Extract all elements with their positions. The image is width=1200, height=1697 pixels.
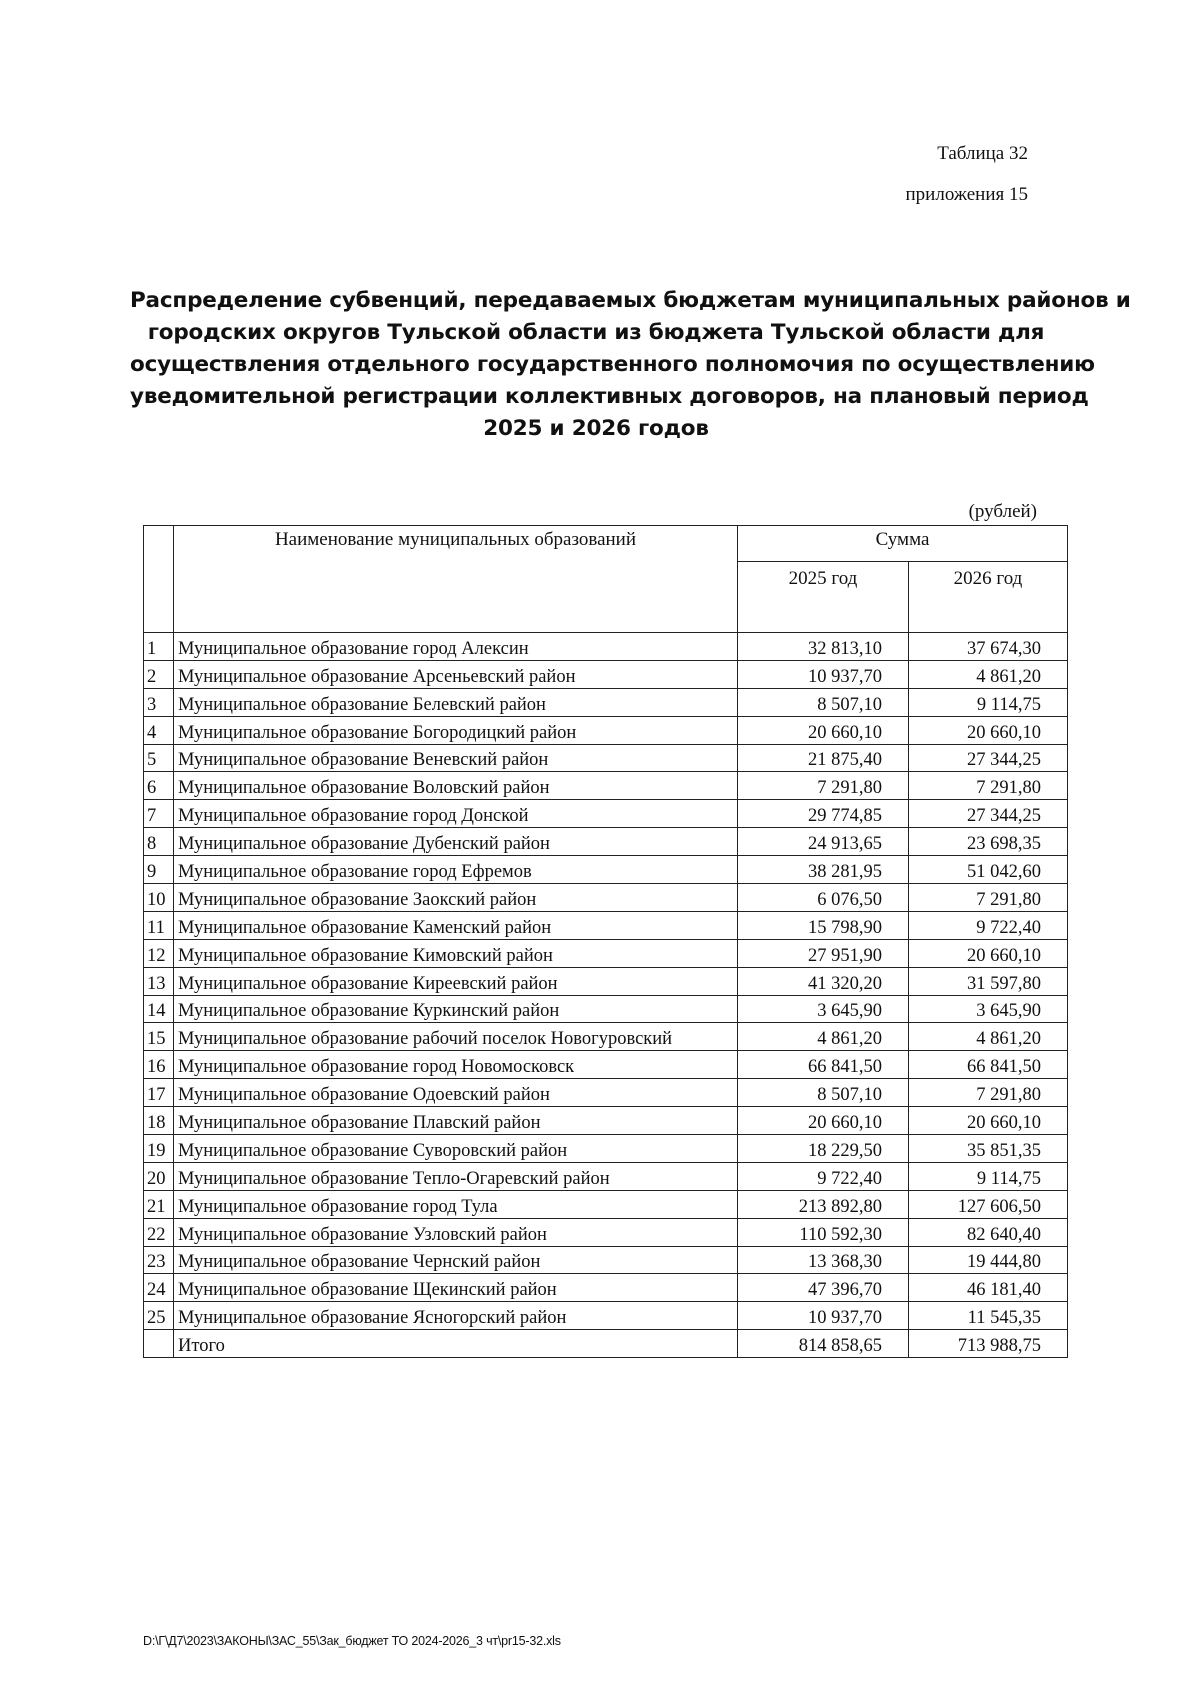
municipality-name-cell: Муниципальное образование Кимовский район xyxy=(174,939,738,967)
row-index-cell: 16 xyxy=(144,1051,174,1079)
amount-2025-cell: 6 076,50 xyxy=(738,884,909,912)
table-header-row xyxy=(144,526,1068,562)
municipality-name-cell: Муниципальное образование город Тула xyxy=(174,1190,738,1218)
row-index-cell: 11 xyxy=(144,911,174,939)
municipality-name-cell: Муниципальное образование Суворовский район xyxy=(174,1135,738,1163)
municipality-name-cell: Муниципальное образование Воловский район xyxy=(174,772,738,800)
row-index-cell: 5 xyxy=(144,744,174,772)
amount-2026-cell: 66 841,50 xyxy=(909,1051,1068,1079)
municipality-name-cell: Муниципальное образование Щекинский район xyxy=(174,1274,738,1302)
municipality-name-cell: Муниципальное образование Каменский район xyxy=(174,911,738,939)
municipality-name-cell: Муниципальное образование Богородицкий район xyxy=(174,716,738,744)
row-index-cell: 2 xyxy=(144,660,174,688)
amount-2026-cell: 31 597,80 xyxy=(909,967,1068,995)
table-row xyxy=(144,1190,1068,1218)
amount-2026-cell: 35 851,35 xyxy=(909,1135,1068,1163)
title-line: 2025 и 2026 годов xyxy=(483,416,709,441)
index-header-cell xyxy=(144,526,174,633)
amount-2025-cell: 110 592,30 xyxy=(738,1218,909,1246)
municipality-name-cell: Муниципальное образование Куркинский район xyxy=(174,995,738,1023)
amount-2026-cell: 46 181,40 xyxy=(909,1274,1068,1302)
amount-2025-cell: 66 841,50 xyxy=(738,1051,909,1079)
amount-2026-cell: 9 114,75 xyxy=(909,688,1068,716)
row-index-cell: 18 xyxy=(144,1107,174,1135)
units-label: (рублей) xyxy=(968,501,1037,522)
table-number-label: Таблица 32 xyxy=(937,143,1028,164)
table-row xyxy=(144,967,1068,995)
amount-2026-cell: 127 606,50 xyxy=(909,1190,1068,1218)
table-row xyxy=(144,828,1068,856)
table-row xyxy=(144,1107,1068,1135)
row-index-cell: 21 xyxy=(144,1190,174,1218)
amount-2025-cell: 24 913,65 xyxy=(738,828,909,856)
amount-2026-cell: 3 645,90 xyxy=(909,995,1068,1023)
amount-2025-cell: 32 813,10 xyxy=(738,633,909,661)
amount-2025-cell: 7 291,80 xyxy=(738,772,909,800)
municipality-name-cell: Муниципальное образование Плавский район xyxy=(174,1107,738,1135)
table-row xyxy=(144,995,1068,1023)
table-row xyxy=(144,716,1068,744)
title-line: городских округов Тульской области из бюджета Тульской области для xyxy=(147,320,1045,345)
amount-2025-cell: 38 281,95 xyxy=(738,856,909,884)
municipality-name-cell: Муниципальное образование город Новомосковск xyxy=(174,1051,738,1079)
municipality-name-cell: Муниципальное образование Арсеньевский район xyxy=(174,660,738,688)
amount-2026-cell: 20 660,10 xyxy=(909,939,1068,967)
year-2025-header-cell: 2025 год xyxy=(738,562,909,633)
year-2026-header-cell: 2026 год xyxy=(909,562,1068,633)
row-index-cell: 13 xyxy=(144,967,174,995)
appendix-label: приложения 15 xyxy=(905,184,1028,205)
amount-2026-cell: 27 344,25 xyxy=(909,800,1068,828)
table-row xyxy=(144,660,1068,688)
municipality-name-cell: Муниципальное образование Заокский район xyxy=(174,884,738,912)
amount-2025-cell: 3 645,90 xyxy=(738,995,909,1023)
amount-2025-cell: 15 798,90 xyxy=(738,911,909,939)
amount-2025-cell: 18 229,50 xyxy=(738,1135,909,1163)
amount-2026-cell: 51 042,60 xyxy=(909,856,1068,884)
table-row xyxy=(144,633,1068,661)
table-row xyxy=(144,1246,1068,1274)
table-row xyxy=(144,1079,1068,1107)
title-line: осуществления отдельного государственного полномочия по осуществлению xyxy=(130,352,1095,377)
total-label-cell: Итого xyxy=(174,1330,738,1358)
amount-2025-cell: 47 396,70 xyxy=(738,1274,909,1302)
amount-2026-cell: 20 660,10 xyxy=(909,1107,1068,1135)
name-header-cell: Наименование муниципальных образований xyxy=(174,526,738,633)
file-path-footer: D:\Г\Д7\2023\ЗАКОНЫ\ЗАС_55\Зак_бюджет ТО 2024-2026_3 чт\pr15-32.xls xyxy=(143,1634,561,1648)
row-index-cell: 4 xyxy=(144,716,174,744)
amount-2026-cell: 9 114,75 xyxy=(909,1162,1068,1190)
table-row xyxy=(144,688,1068,716)
amount-2026-cell: 27 344,25 xyxy=(909,744,1068,772)
row-index-cell: 9 xyxy=(144,856,174,884)
municipality-name-cell: Муниципальное образование Веневский район xyxy=(174,744,738,772)
amount-2025-cell: 9 722,40 xyxy=(738,1162,909,1190)
amount-2025-cell: 10 937,70 xyxy=(738,1302,909,1330)
municipality-name-cell: Муниципальное образование Одоевский район xyxy=(174,1079,738,1107)
municipality-name-cell: Муниципальное образование город Донской xyxy=(174,800,738,828)
title-line: Распределение субвенций, передаваемых бюджетам муниципальных районов и xyxy=(130,288,1131,313)
row-index-cell: 6 xyxy=(144,772,174,800)
amount-2026-cell: 7 291,80 xyxy=(909,772,1068,800)
amount-2026-cell: 4 861,20 xyxy=(909,1023,1068,1051)
total-row xyxy=(144,1330,1068,1358)
amount-2025-cell: 10 937,70 xyxy=(738,660,909,688)
table-row xyxy=(144,1302,1068,1330)
amount-2025-cell: 4 861,20 xyxy=(738,1023,909,1051)
municipality-name-cell: Муниципальное образование Узловский район xyxy=(174,1218,738,1246)
row-index-cell: 19 xyxy=(144,1135,174,1163)
amount-2026-cell: 11 545,35 xyxy=(909,1302,1068,1330)
row-index-cell: 22 xyxy=(144,1218,174,1246)
document-title xyxy=(130,285,1131,445)
table-row xyxy=(144,1162,1068,1190)
municipality-name-cell: Муниципальное образование город Алексин xyxy=(174,633,738,661)
municipality-name-cell: Муниципальное образование Чернский район xyxy=(174,1246,738,1274)
amount-2026-cell: 7 291,80 xyxy=(909,1079,1068,1107)
amount-2026-cell: 37 674,30 xyxy=(909,633,1068,661)
total-2026-cell: 713 988,75 xyxy=(909,1330,1068,1358)
row-index-cell: 23 xyxy=(144,1246,174,1274)
amount-2026-cell: 4 861,20 xyxy=(909,660,1068,688)
table-row xyxy=(144,1274,1068,1302)
table-row xyxy=(144,1051,1068,1079)
table-row xyxy=(144,1023,1068,1051)
amount-2025-cell: 213 892,80 xyxy=(738,1190,909,1218)
row-index-cell: 7 xyxy=(144,800,174,828)
total-2025-cell: 814 858,65 xyxy=(738,1330,909,1358)
row-index-cell: 1 xyxy=(144,633,174,661)
amount-2025-cell: 8 507,10 xyxy=(738,1079,909,1107)
municipality-name-cell: Муниципальное образование рабочий поселок Новогуровский xyxy=(174,1023,738,1051)
amount-2025-cell: 13 368,30 xyxy=(738,1246,909,1274)
amount-2026-cell: 9 722,40 xyxy=(909,911,1068,939)
amount-2026-cell: 82 640,40 xyxy=(909,1218,1068,1246)
row-index-cell: 24 xyxy=(144,1274,174,1302)
municipality-name-cell: Муниципальное образование Киреевский район xyxy=(174,967,738,995)
table-row xyxy=(144,1218,1068,1246)
total-index-cell xyxy=(144,1330,174,1358)
table-row xyxy=(144,772,1068,800)
amount-2025-cell: 20 660,10 xyxy=(738,716,909,744)
amount-2025-cell: 29 774,85 xyxy=(738,800,909,828)
row-index-cell: 10 xyxy=(144,884,174,912)
table-row xyxy=(144,884,1068,912)
row-index-cell: 25 xyxy=(144,1302,174,1330)
municipality-name-cell: Муниципальное образование город Ефремов xyxy=(174,856,738,884)
municipality-name-cell: Муниципальное образование Белевский район xyxy=(174,688,738,716)
amount-2026-cell: 19 444,80 xyxy=(909,1246,1068,1274)
row-index-cell: 3 xyxy=(144,688,174,716)
amount-2025-cell: 8 507,10 xyxy=(738,688,909,716)
table-row xyxy=(144,1135,1068,1163)
municipality-name-cell: Муниципальное образование Дубенский район xyxy=(174,828,738,856)
subvention-table xyxy=(143,525,1068,1358)
table-row xyxy=(144,744,1068,772)
table-row xyxy=(144,856,1068,884)
table-row xyxy=(144,939,1068,967)
municipality-name-cell: Муниципальное образование Тепло-Огаревский район xyxy=(174,1162,738,1190)
table-row xyxy=(144,911,1068,939)
row-index-cell: 8 xyxy=(144,828,174,856)
amount-2025-cell: 20 660,10 xyxy=(738,1107,909,1135)
row-index-cell: 14 xyxy=(144,995,174,1023)
row-index-cell: 15 xyxy=(144,1023,174,1051)
row-index-cell: 20 xyxy=(144,1162,174,1190)
title-line: уведомительной регистрации коллективных договоров, на плановый период xyxy=(130,384,1089,409)
amount-2025-cell: 27 951,90 xyxy=(738,939,909,967)
row-index-cell: 12 xyxy=(144,939,174,967)
table-row xyxy=(144,800,1068,828)
sum-header-cell: Сумма xyxy=(738,526,1068,562)
row-index-cell: 17 xyxy=(144,1079,174,1107)
amount-2025-cell: 21 875,40 xyxy=(738,744,909,772)
amount-2026-cell: 23 698,35 xyxy=(909,828,1068,856)
amount-2025-cell: 41 320,20 xyxy=(738,967,909,995)
municipality-name-cell: Муниципальное образование Ясногорский район xyxy=(174,1302,738,1330)
amount-2026-cell: 20 660,10 xyxy=(909,716,1068,744)
amount-2026-cell: 7 291,80 xyxy=(909,884,1068,912)
